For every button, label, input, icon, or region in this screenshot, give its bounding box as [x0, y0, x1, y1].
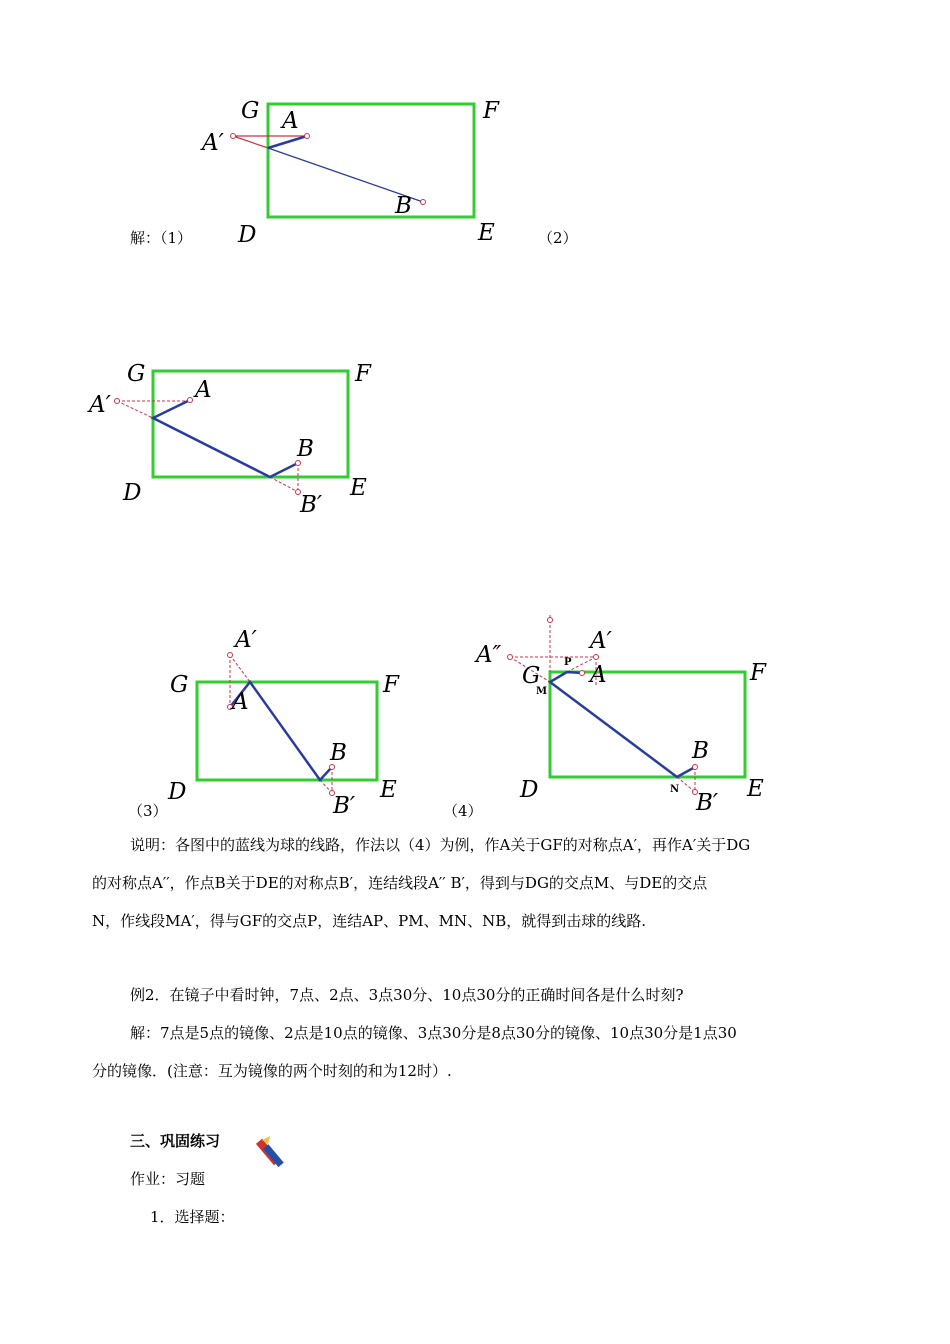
- label-B-prime: B′: [696, 790, 719, 816]
- label-A-prime: A′: [235, 627, 257, 653]
- rectangle-dgfe: [550, 672, 745, 777]
- explanation-line-3: N，作线段MA′，得与GF的交点P，连结AP、PM、MN、NB，就得到击球的线路.: [92, 912, 646, 930]
- figure-4: [470, 610, 780, 815]
- label-M: M: [536, 686, 548, 697]
- figure-3-label: （3）: [128, 802, 168, 820]
- blue-path: [550, 672, 695, 777]
- solution-label: 解：（1）: [130, 229, 193, 247]
- red-line: [233, 136, 268, 148]
- example-2-question: 例2．在镜子中看时钟，7点、2点、3点30分、10点30分的正确时间各是什么时刻?: [130, 986, 684, 1004]
- section-3-title: 三、巩固练习: [130, 1132, 221, 1150]
- point: [508, 655, 513, 660]
- homework-label: 作业：习题: [130, 1170, 206, 1188]
- label-B: B: [395, 193, 412, 219]
- label-F: F: [383, 672, 399, 698]
- point: [115, 399, 120, 404]
- label-A-double-prime: A″: [476, 642, 502, 668]
- label-D: D: [520, 777, 539, 803]
- label-F: F: [355, 361, 371, 387]
- blue-path: [153, 400, 298, 477]
- pencil-ruler-icon: [258, 1134, 288, 1170]
- label-G: G: [241, 98, 260, 124]
- rectangle-dgfe: [153, 371, 348, 477]
- rectangle-dgfe: [268, 104, 474, 217]
- figure-2-label: （2）: [538, 229, 578, 247]
- figure-1: [195, 90, 525, 255]
- label-A: A: [195, 377, 212, 403]
- label-G: G: [522, 663, 541, 689]
- label-N: N: [670, 784, 680, 795]
- label-G: G: [170, 672, 189, 698]
- label-A-prime: A′: [89, 392, 111, 418]
- red-dashed-line: [230, 655, 250, 682]
- rectangle-dgfe: [197, 682, 377, 780]
- explanation-line-1: 说明：各图中的蓝线为球的线路，作法以（4）为例，作A关于GF的对称点A′，再作A′关于DG: [130, 836, 751, 854]
- label-B: B: [297, 436, 314, 462]
- label-A-prime: A′: [202, 130, 224, 156]
- label-E: E: [478, 220, 495, 246]
- point: [693, 765, 698, 770]
- label-A: A: [282, 108, 299, 134]
- blue-path: [268, 136, 307, 148]
- point: [305, 134, 310, 139]
- point: [580, 671, 585, 676]
- label-F: F: [750, 660, 766, 686]
- point: [421, 200, 426, 205]
- label-A: A: [590, 662, 607, 688]
- label-E: E: [350, 475, 367, 501]
- label-B-prime: B′: [333, 793, 356, 819]
- point: [594, 655, 599, 660]
- example-2-answer-line-2: 分的镜像．(注意：互为镜像的两个时刻的和为12时）.: [92, 1062, 452, 1080]
- label-G: G: [127, 361, 146, 387]
- label-A: A: [232, 689, 249, 715]
- label-D: D: [168, 779, 187, 805]
- label-E: E: [380, 777, 397, 803]
- figure-3: [160, 615, 410, 819]
- exercise-item-1: 1．选择题：: [150, 1208, 235, 1226]
- label-B: B: [330, 740, 347, 766]
- label-B-prime: B′: [300, 492, 323, 518]
- red-dashed-line: [117, 401, 153, 418]
- point: [231, 134, 236, 139]
- label-A-prime: A′: [590, 628, 612, 654]
- label-D: D: [123, 480, 142, 506]
- figure-2: [85, 355, 385, 525]
- red-dashed-line: [270, 477, 298, 492]
- label-P: P: [564, 657, 572, 668]
- red-dashed-line: [677, 777, 695, 792]
- point: [188, 398, 193, 403]
- figure-4-label: （4）: [443, 802, 483, 820]
- label-D: D: [238, 222, 257, 248]
- label-F: F: [483, 98, 499, 124]
- label-E: E: [747, 776, 764, 802]
- point: [228, 653, 233, 658]
- label-B: B: [692, 738, 709, 764]
- explanation-line-2: 的对称点A′′，作点B关于DE的对称点B′，连结线段A′′ B′，得到与DG的交点M、与DE的交点: [92, 874, 708, 892]
- example-2-answer-line-1: 解：7点是5点的镜像、2点是10点的镜像、3点30分是8点30分的镜像、10点30分是1点30: [130, 1024, 737, 1042]
- point: [548, 618, 553, 623]
